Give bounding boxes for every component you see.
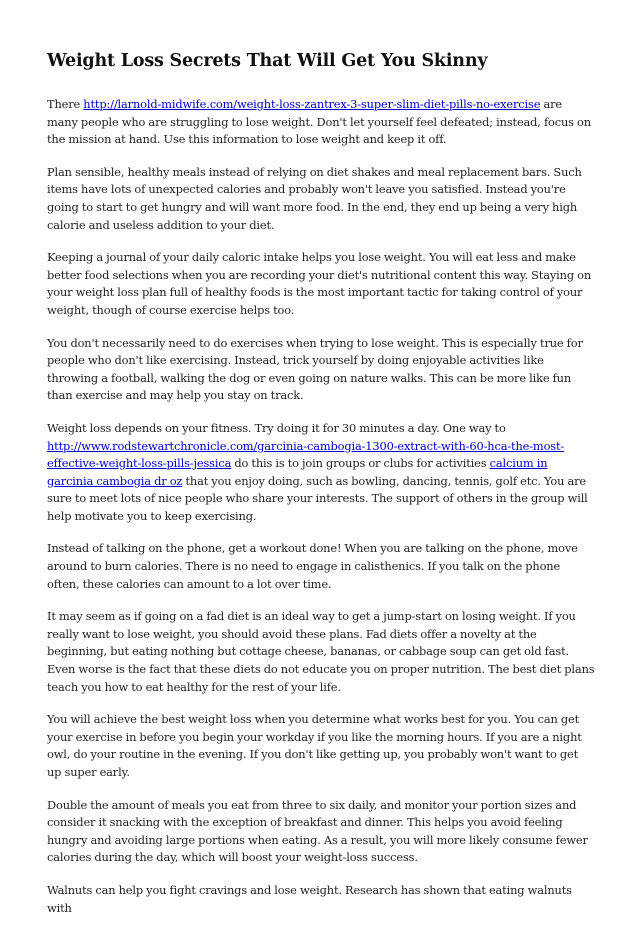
paragraph-text: Walnuts can help you fight cravings and lose weight. Research has shown that eating walnuts with	[47, 882, 572, 915]
paragraph-text: Keeping a journal of your daily caloric intake helps you lose weight. You will eat less and make better food selections when you are recording your diet's nutritional content this way. Staying on your weight loss plan full of healthy foods is the most important tactic for taking control of your weight, though of course exercise helps too.	[47, 250, 592, 317]
paragraph	[47, 420, 595, 526]
paragraph-text: Plan sensible, healthy meals instead of relying on diet shakes and meal replacement bars. Such items have lots of unexpected calories and probably won't leave you satisfied. Instead you're going to start to get hungry and will want more food. In the end, they end up being a very high calorie and useless addition to your diet.	[47, 164, 582, 232]
document-page	[47, 48, 595, 932]
paragraph-text: There	[47, 97, 84, 111]
paragraph-text: It may seem as if going on a fad diet is an ideal way to get a jump-start on losing weight. If you really want to lose weight, you should avoid these plans. Fad diets offer a novelty at the beginning, but eating nothing but cottage cheese, bananas, or cabbage soup can get old fast. Even worse is the fact that these diets do not educate you on proper nutrition. The best diet plans teach you how to eat healthy for the rest of your life.	[47, 609, 595, 694]
paragraph-text: You will achieve the best weight loss when you determine what works best for you. You can get your exercise in before you begin your workday if you like the morning hours. If you are a night owl, do your routine in the evening. If you don't like getting up, you probably won't want to get up super early.	[47, 712, 582, 779]
paragraph-text: Instead of talking on the phone, get a workout done! When you are talking on the phone, move around to burn calories. There is no need to engage in calisthenics. If you talk on the phone often, these calories can amount to a lot over time.	[47, 541, 578, 591]
paragraph	[47, 608, 595, 696]
paragraph	[47, 249, 595, 319]
paragraph-text: are many people who are struggling to lose weight. Don't let yourself feel defeated; instead, focus on the mission at hand. Use this information to lose weight and keep it off.	[47, 97, 591, 147]
paragraph	[47, 711, 595, 781]
document-body	[47, 96, 595, 917]
paragraph-text: do this is to join groups or clubs for activities	[231, 456, 490, 471]
paragraph-text: Weight loss depends on your fitness. Try doing it for 30 minutes a day. One way to	[47, 420, 506, 435]
paragraph	[47, 882, 595, 917]
document-title: Weight Loss Secrets That Will Get You Skinny	[47, 51, 488, 71]
inline-link[interactable]: http://www.rodstewartchronicle.com/garcinia-cambogia-1300-extract-with-60-hca-the-most-effective-weight-loss-pills-jessica	[47, 438, 565, 471]
paragraph-text: You don't necessarily need to do exercises when trying to lose weight. This is especially true for people who don't like exercising. Instead, trick yourself by doing enjoyable activities like throwing a football, walking the dog or even going on nature walks. This can be more like fun than exercise and may help you stay on track.	[47, 335, 583, 403]
paragraph	[47, 540, 595, 593]
paragraph-text: that you enjoy doing, such as bowling, dancing, tennis, golf etc. You are sure to meet lots of nice people who share your interests. The support of others in the group will help motivate you to keep exercising.	[47, 473, 588, 523]
paragraph	[47, 96, 595, 149]
paragraph	[47, 335, 595, 405]
paragraph	[47, 164, 595, 234]
paragraph-text: Double the amount of meals you eat from three to six daily, and monitor your portion sizes and consider it snacking with the exception of breakfast and dinner. This helps you avoid feeling hungry and avoiding large portions when eating. As a result, you will more likely consume fewer calories during the day, which will boost your weight-loss success.	[47, 797, 588, 865]
inline-link[interactable]: http://larnold-midwife.com/weight-loss-zantrex-3-super-slim-diet-pills-no-exercise	[83, 97, 541, 111]
paragraph	[47, 797, 595, 867]
inline-link[interactable]: calcium in garcinia cambogia dr oz	[47, 456, 548, 488]
